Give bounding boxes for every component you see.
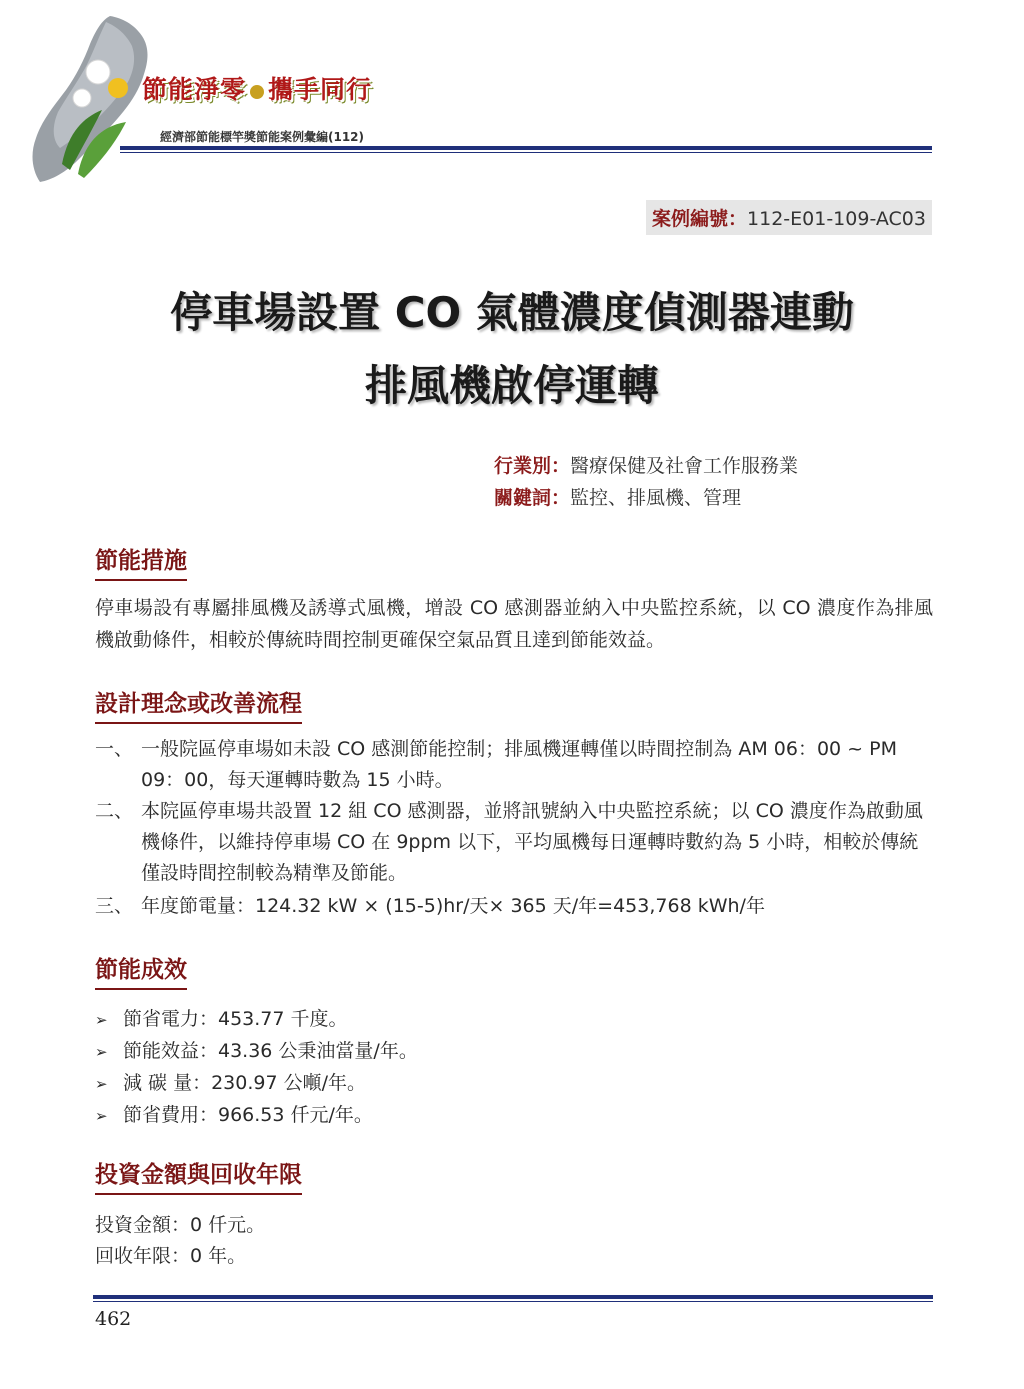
header-rule-thin [120, 152, 932, 153]
design-item-text: 本院區停車場共設置 12 組 CO 感測器，並將訊號納入中央監控系統；以 CO 濃度作為啟動風機條件，以維持停車場 CO 在 9ppm 以下，平均風機每日運轉時數約為 5 小時，相較於傳統僅設時間控制較為精準及節能。 [141, 800, 923, 884]
case-number [646, 200, 932, 235]
case-number-label: 案例編號： [652, 208, 748, 230]
page-title-line1: 停車場設置 CO 氣體濃度偵測器連動 [170, 288, 854, 337]
section-heading-measures: 節能措施 [95, 542, 187, 581]
result-item [95, 1068, 366, 1095]
result-item [95, 1100, 373, 1127]
arrow-bullet-icon: ➢ [95, 1043, 108, 1061]
section-heading-design: 設計理念或改善流程 [95, 685, 302, 724]
design-item [95, 891, 933, 922]
result-item-text: 節省電力：453.77 千度。 [123, 1008, 348, 1030]
design-item-text: 一般院區停車場如未設 CO 感測節能控制；排風機運轉僅以時間控制為 AM 06：00 ~ PM 09：00，每天運轉時數為 15 小時。 [141, 738, 897, 791]
measures-text: 停車場設有專屬排風機及誘導式風機，增設 CO 感測器並納入中央監控系統，以 CO 濃度作為排風機啟動條件，相較於傳統時間控制更確保空氣品質且達到節能效益。 [95, 597, 933, 651]
arrow-bullet-icon: ➢ [95, 1011, 108, 1029]
design-item-marker: 二、 [95, 800, 134, 822]
result-item-text: 節省費用：966.53 仟元/年。 [123, 1104, 373, 1126]
payback-period: 回收年限：0 年。 [95, 1245, 247, 1267]
page-number: 462 [95, 1308, 132, 1330]
design-item [95, 796, 933, 889]
header-rule [120, 146, 932, 150]
industry-value: 醫療保健及社會工作服務業 [570, 455, 799, 477]
section-heading-results: 節能成效 [95, 951, 187, 990]
header-subtitle: 經濟部節能標竿獎節能案例彙編(112) [160, 130, 365, 144]
arrow-bullet-icon: ➢ [95, 1075, 108, 1093]
result-item-text: 減 碳 量：230.97 公噸/年。 [123, 1072, 367, 1094]
industry-row [494, 451, 798, 478]
flower-icon [250, 85, 264, 99]
footer-rule [93, 1295, 933, 1299]
case-number-value: 112-E01-109-AC03 [747, 208, 926, 230]
slogan-left: 節能淨零 [142, 75, 247, 104]
keywords-row [494, 483, 741, 510]
design-item-marker: 一、 [95, 738, 134, 760]
keywords-value: 監控、排風機、管理 [570, 487, 742, 509]
slogan-right: 攜手同行 [268, 75, 373, 104]
page-title-line2: 排風機啟停運轉 [364, 361, 659, 410]
design-item-marker: 三、 [95, 895, 134, 917]
header-slogan [142, 70, 372, 106]
result-item [95, 1004, 348, 1031]
investment-amount: 投資金額：0 仟元。 [95, 1214, 266, 1236]
section-heading-investment: 投資金額與回收年限 [95, 1156, 302, 1195]
industry-label: 行業別： [494, 455, 571, 477]
result-item-text: 節能效益：43.36 公秉油當量/年。 [123, 1040, 418, 1062]
design-item-text: 年度節電量：124.32 kW × (15-5)hr/天× 365 天/年=453,768 kWh/年 [141, 895, 765, 917]
design-item [95, 734, 933, 796]
result-item [95, 1036, 418, 1063]
keywords-label: 關鍵詞： [494, 487, 571, 509]
footer-rule-thin [93, 1301, 933, 1302]
arrow-bullet-icon: ➢ [95, 1107, 108, 1125]
